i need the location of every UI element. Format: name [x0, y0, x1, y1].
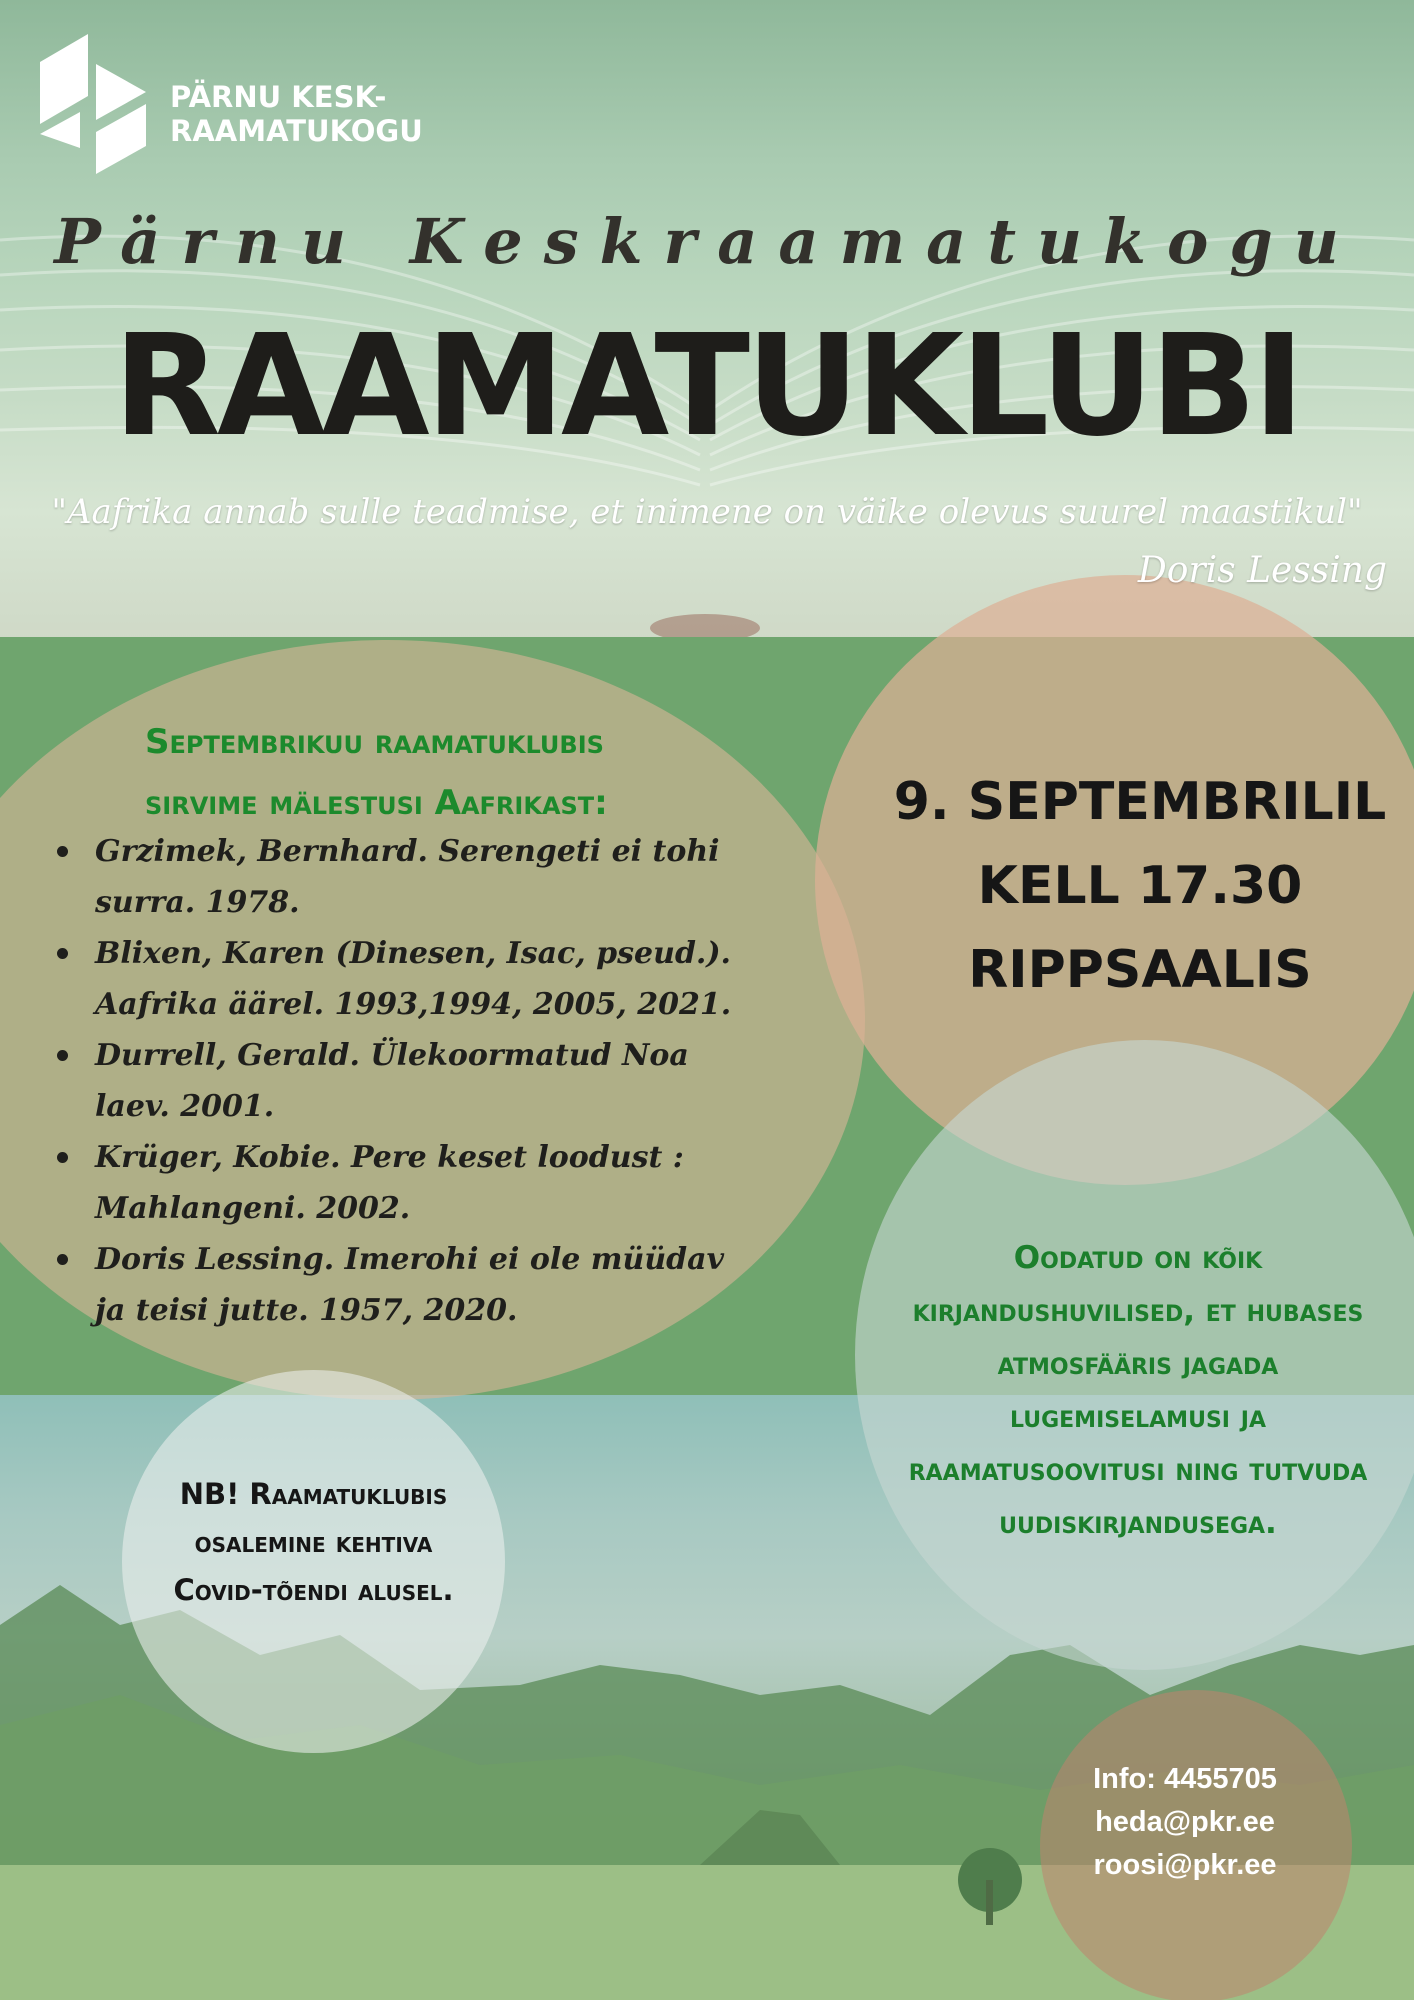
contact-email-heda: heda@pkr.ee [1095, 1806, 1275, 1838]
list-item [55, 1132, 745, 1234]
covid-note [122, 1470, 505, 1614]
book-list [55, 826, 745, 1336]
library-name: Pärnu Keskraamatukogu [54, 205, 1360, 278]
library-logo-icon [40, 34, 152, 174]
list-item [55, 826, 745, 928]
invitation-line: lugemiselamusi ja [1010, 1399, 1266, 1435]
note-line: NB! Raamatuklubis [179, 1477, 448, 1511]
note-line: Covid-tõendi alusel. [173, 1573, 454, 1607]
bullet-icon [57, 1050, 68, 1061]
book-line-1: Grzimek, Bernhard. Serengeti ei tohi [95, 834, 720, 869]
list-item [55, 928, 745, 1030]
poster-title: RAAMATUKLUBI [113, 305, 1301, 468]
bullet-icon [57, 1152, 68, 1163]
quote: "Aafrika annab sulle teadmise, et inimene on väike olevus suurel maastikul" [51, 492, 1363, 532]
invitation-line: kirjandushuvilised, et hubases [912, 1293, 1364, 1329]
invitation-line: uudiskirjandusega. [999, 1505, 1277, 1541]
book-line-1: Blixen, Karen (Dinesen, Isac, pseud.). [95, 936, 732, 971]
invitation-line: raamatusoovitusi ning tutvuda [908, 1452, 1368, 1488]
reading-list-heading-line-1: Septembrikuu raamatuklubis [145, 722, 604, 762]
event-time: KELL 17.30 [977, 856, 1303, 916]
contact-email-roosi: roosi@pkr.ee [1093, 1849, 1277, 1881]
logo-line-2: RAAMATUKOGU [170, 114, 423, 148]
contact-phone: Info: 4455705 [1093, 1763, 1277, 1795]
invitation-line: atmosfääris jagada [997, 1346, 1279, 1382]
event-details [880, 760, 1400, 1012]
quote-author: Doris Lessing [1137, 550, 1387, 591]
invitation-text [862, 1232, 1414, 1550]
library-logo-text [170, 80, 423, 148]
book-line-1: Krüger, Kobie. Pere keset loodust : [95, 1140, 684, 1175]
list-item [55, 1030, 745, 1132]
book-line-2: Aafrika äärel. 1993,1994, 2005, 2021. [95, 987, 732, 1022]
list-item [55, 1234, 745, 1336]
bullet-icon [57, 948, 68, 959]
book-line-1: Durrell, Gerald. Ülekoormatud Noa [95, 1038, 689, 1073]
bullet-icon [57, 1254, 68, 1265]
event-date: 9. SEPTEMBRILIL [893, 772, 1387, 832]
reading-list-heading-line-2: sirvime mälestusi Aafrikast: [145, 783, 608, 823]
book-line-2: Mahlangeni. 2002. [95, 1191, 411, 1226]
bullet-icon [57, 846, 68, 857]
book-line-2: ja teisi jutte. 1957, 2020. [95, 1293, 518, 1328]
book-line-2: laev. 2001. [95, 1089, 275, 1124]
note-line: osalemine kehtiva [194, 1525, 433, 1559]
contact-info [1040, 1758, 1330, 1887]
logo-line-1: PÄRNU KESK- [170, 80, 387, 114]
book-line-1: Doris Lessing. Imerohi ei ole müüdav [95, 1242, 725, 1277]
invitation-line: Oodatud on kõik [1013, 1240, 1263, 1276]
event-place: RIPPSAALIS [968, 940, 1312, 1000]
book-line-2: surra. 1978. [95, 885, 300, 920]
reading-list-heading [145, 712, 785, 834]
